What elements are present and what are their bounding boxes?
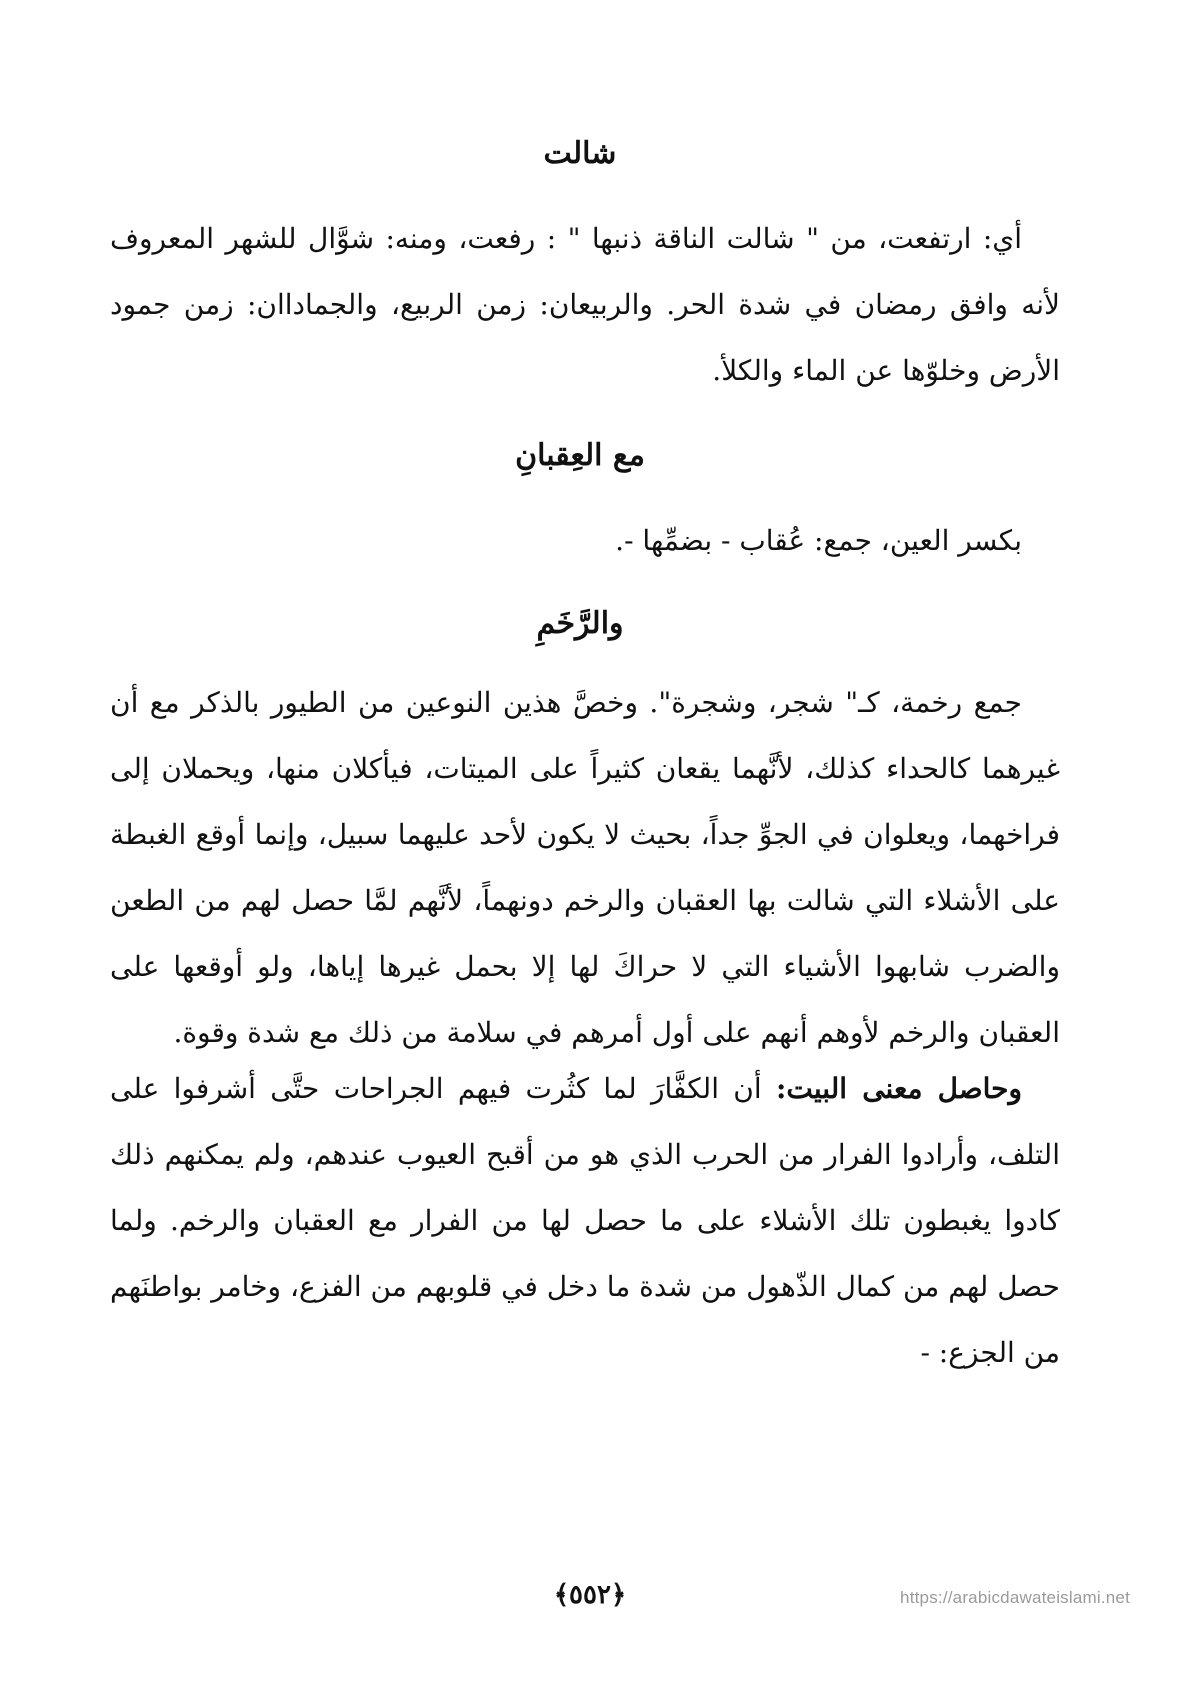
paragraph-ar-rakham-text: جمع رخمة، كـ" شجر، وشجرة". وخصَّ هذين النوعين من الطيور بالذكر مع أن غيرهما كالحداء كذلك، لأنَّهما يقعان كثيراً على الميتات، فيأكلان منها، ويحملان إلى فراخهما، ويعلوان في الجوِّ جداً، بحيث لا يكون لأحد عليهما سبيل، وإنما أوقع الغبطة على الأشلاء التي شالت بها العقبان والرخم دونهماً، لأنَّهم لمَّا حصل لهم من الطعن والضرب شابهوا الأشياء التي لا حراكَ لها إلا بحمل غيرها إياها، ولو أوقعها على العقبان والرخم لأوهم أنهم على أول أمرهم في سلامة من ذلك مع شدة وقوة. [110, 686, 1060, 1049]
paragraph-shalat [110, 206, 1060, 404]
paragraph-summary-text [110, 1056, 1060, 1386]
summary-lead: وحاصل معنى البيت: [775, 1072, 1022, 1105]
paragraph-shalat-text: أي: ارتفعت، من " شالت الناقة ذنبها " : رفعت، ومنه: شوَّال للشهر المعروف لأنه وافق رمضان في شدة الحر. والربيعان: زمن الربيع، والجماداان: زمن جمود الأرض وخلوّها عن الماء والكلأ. [110, 222, 1061, 387]
summary-body: أن الكفَّارَ لما كثُرت فيهم الجراحات حتَّى أشرفوا على التلف، وأرادوا الفرار من الحرب الذي هو من أقبح العيوب عندهم، ولم يمكنهم ذلك كادوا يغبطون تلك الأشلاء على ما حصل لها من الفرار مع العقبان والرخم. ولما حصل لهم من كمال الذّهول من شدة ما دخل في قلوبهم من الفزع، وخامر بواطنَهم من الجزع: - [110, 1072, 1060, 1369]
paragraph-ar-rakham [110, 670, 1060, 1066]
heading-shalat: شالت [543, 136, 617, 171]
heading-ar-rakham: والرَّخَمِ [536, 606, 624, 641]
paragraph-summary [110, 1056, 1060, 1386]
watermark-url: https://arabicdawateislami.net [900, 1588, 1130, 1607]
heading-al-uqban: مع العِقبانِ [515, 438, 645, 473]
paragraph-al-uqban-text: بكسر العين، جمع: عُقاب - بضمِّها -. [615, 524, 1022, 557]
paragraph-al-uqban [110, 508, 1060, 574]
page-number: ﴿٥٥٢﴾ [553, 1580, 627, 1610]
